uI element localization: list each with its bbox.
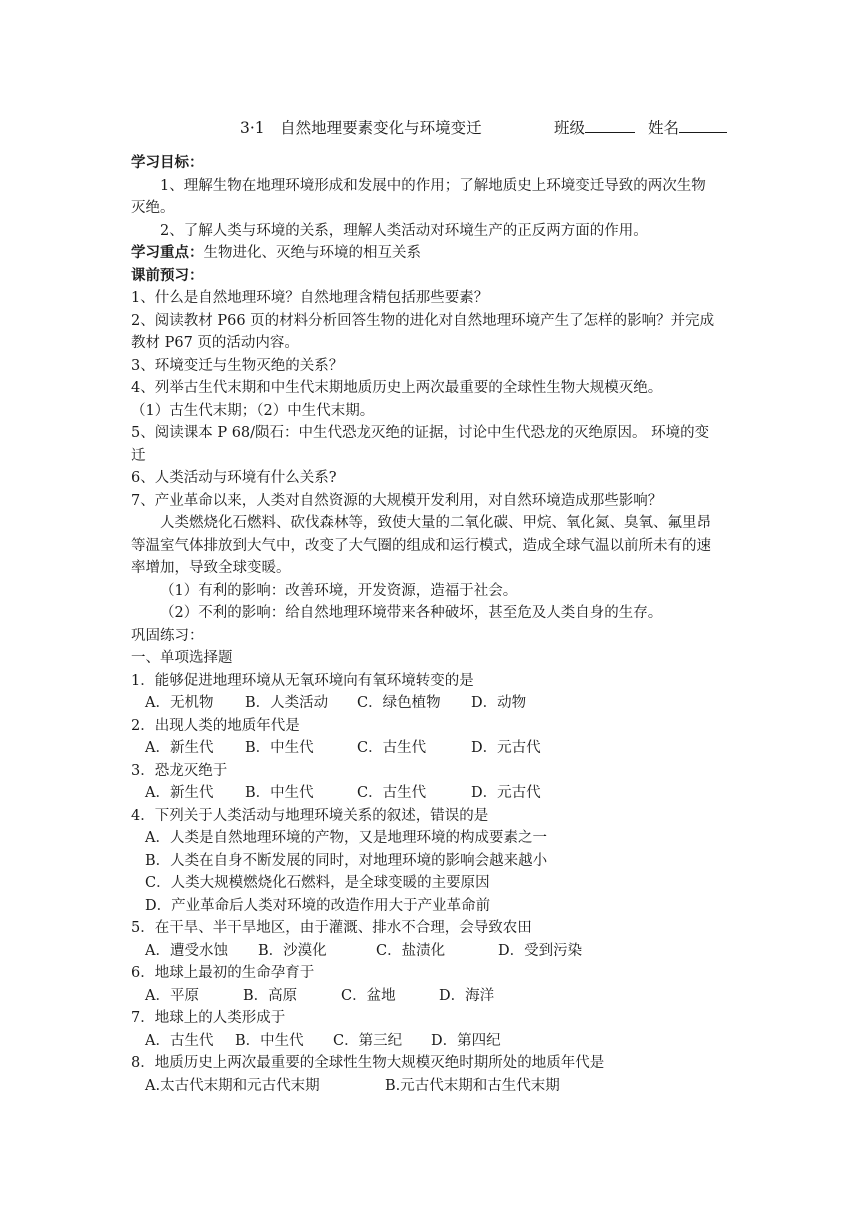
question-7: 7．地球上的人类形成于	[131, 1010, 286, 1026]
preview-effect-negative: （2）不利的影响：给自然地理环境带来各种破坏，甚至危及人类自身的生存。	[160, 605, 663, 621]
practice-section-title: 一、单项选择题	[131, 650, 233, 666]
option-a[interactable]: A.太古代末期和元古代末期	[145, 1078, 320, 1094]
question-6: 6．地球上最初的生命孕育于	[131, 965, 315, 981]
question-7-options	[145, 1030, 501, 1052]
option-d[interactable]: D．元古代	[471, 785, 541, 801]
option-b[interactable]: B．中生代	[245, 785, 314, 801]
option-d[interactable]: D．受到污染	[498, 943, 583, 959]
preview-paragraph-line3: 率增加，导致全球变暖。	[131, 560, 291, 576]
name-field	[648, 117, 727, 139]
option-a[interactable]: A．无机物	[145, 695, 214, 711]
preview-q4: 4、列举古生代末期和中生代末期地质历史上两次最重要的全球性生物大规模灭绝。	[131, 380, 663, 396]
question-5: 5．在干旱、半干旱地区，由于灌溉、排水不合理，会导致农田	[131, 920, 532, 936]
question-3: 3．恐龙灭绝于	[131, 763, 228, 779]
option-c[interactable]: C．古生代	[357, 785, 427, 801]
question-2-options	[145, 737, 541, 759]
preview-q2-line1: 2、阅读教材 P66 页的材料分析回答生物的进化对自然地理环境产生了怎样的影响？并完成	[131, 313, 715, 329]
preview-heading: 课前预习：	[131, 267, 204, 284]
option-b[interactable]: B．人类活动	[245, 695, 329, 711]
preview-paragraph-line1: 人类燃烧化石燃料、砍伐森林等，致使大量的二氧化碳、甲烷、氧化氮、臭氧、氟里昂	[160, 515, 711, 531]
question-4-option-b[interactable]: B．人类在自身不断发展的同时，对地理环境的影响会越来越小	[145, 853, 548, 869]
question-3-options	[145, 782, 541, 804]
question-4-option-c[interactable]: C．人类大规模燃烧化石燃料，是全球变暖的主要原因	[145, 875, 490, 891]
name-blank[interactable]	[679, 118, 727, 133]
name-label: 姓名	[648, 119, 680, 137]
option-a[interactable]: A．古生代	[145, 1033, 214, 1049]
preview-q1: 1、什么是自然地理环境？自然地理含精包括那些要素？	[131, 290, 489, 306]
practice-heading: 巩固练习：	[131, 628, 204, 644]
objective-1-line2: 灭绝。	[131, 200, 175, 216]
worksheet-header	[240, 117, 482, 139]
option-d[interactable]: D．动物	[471, 695, 527, 711]
option-a[interactable]: A．遭受水蚀	[145, 943, 228, 959]
option-c[interactable]: C．盐渍化	[376, 943, 446, 959]
option-b[interactable]: B．沙漠化	[258, 943, 327, 959]
option-b[interactable]: B.元古代末期和古生代末期	[385, 1078, 560, 1094]
preview-effect-positive: （1）有利的影响：改善环境，开发资源，造福于社会。	[160, 583, 518, 599]
preview-q5-line2: 迁	[131, 448, 146, 464]
class-label: 班级	[554, 119, 586, 137]
question-8: 8．地质历史上两次最重要的全球性生物大规模灭绝时期所处的地质年代是	[131, 1055, 605, 1071]
objective-2: 2、了解人类与环境的关系，理解人类活动对环境生产的正反两方面的作用。	[160, 223, 648, 239]
objective-1-line1: 1、理解生物在地理环境形成和发展中的作用；了解地质史上环境变迁导致的两次生物	[160, 178, 706, 194]
option-c[interactable]: C．第三纪	[333, 1033, 403, 1049]
question-4-option-d[interactable]: D．产业革命后人类对环境的改造作用大于产业革命前	[145, 898, 491, 914]
option-a[interactable]: A．新生代	[145, 785, 214, 801]
focus-heading: 学习重点：	[131, 244, 204, 261]
option-c[interactable]: C．绿色植物	[357, 695, 441, 711]
focus-text: 生物进化、灭绝与环境的相互关系	[203, 245, 421, 261]
preview-q5-line1: 5、阅读课本 P 68/陨石：中生代恐龙灭绝的证据，讨论中生代恐龙的灭绝原因。 环境的变	[131, 425, 710, 441]
worksheet-title: 3·1 自然地理要素变化与环境变迁	[240, 119, 482, 137]
option-d[interactable]: D．海洋	[439, 988, 495, 1004]
option-d[interactable]: D．元古代	[471, 740, 541, 756]
question-1-options	[145, 692, 526, 714]
option-b[interactable]: B．高原	[243, 988, 298, 1004]
preview-q3: 3、环境变迁与生物灭绝的关系？	[131, 358, 344, 374]
preview-q7: 7、产业革命以来，人类对自然资源的大规模开发利用，对自然环境造成那些影响？	[131, 493, 663, 509]
question-4: 4．下列关于人类活动与地理环境关系的叙述，错误的是	[131, 808, 489, 824]
preview-paragraph-line2: 等温室气体排放到大气中，改变了大气圈的组成和运行模式，造成全球气温以前所未有的速	[131, 538, 711, 554]
question-4-option-a[interactable]: A．人类是自然地理环境的产物，又是地理环境的构成要素之一	[145, 830, 547, 846]
preview-q2-line2: 教材 P67 页的活动内容。	[131, 335, 299, 351]
option-b[interactable]: B．中生代	[235, 1033, 304, 1049]
class-field	[554, 117, 635, 139]
preview-q4-sub: （1）古生代末期；（2）中生代末期。	[131, 403, 375, 419]
option-b[interactable]: B．中生代	[245, 740, 314, 756]
option-d[interactable]: D．第四纪	[431, 1033, 501, 1049]
objectives-heading: 学习目标：	[131, 154, 204, 171]
question-1: 1．能够促进地理环境从无氧环境向有氧环境转变的是	[131, 673, 474, 689]
option-c[interactable]: C．盆地	[341, 988, 396, 1004]
focus-line	[131, 242, 421, 264]
option-c[interactable]: C．古生代	[357, 740, 427, 756]
question-5-options	[145, 940, 582, 962]
question-6-options	[145, 985, 494, 1007]
option-a[interactable]: A．平原	[145, 988, 199, 1004]
option-a[interactable]: A．新生代	[145, 740, 214, 756]
preview-q6: 6、人类活动与环境有什么关系?	[131, 470, 337, 486]
question-2: 2．出现人类的地质年代是	[131, 718, 300, 734]
question-8-options	[145, 1075, 560, 1097]
class-blank[interactable]	[585, 118, 635, 133]
